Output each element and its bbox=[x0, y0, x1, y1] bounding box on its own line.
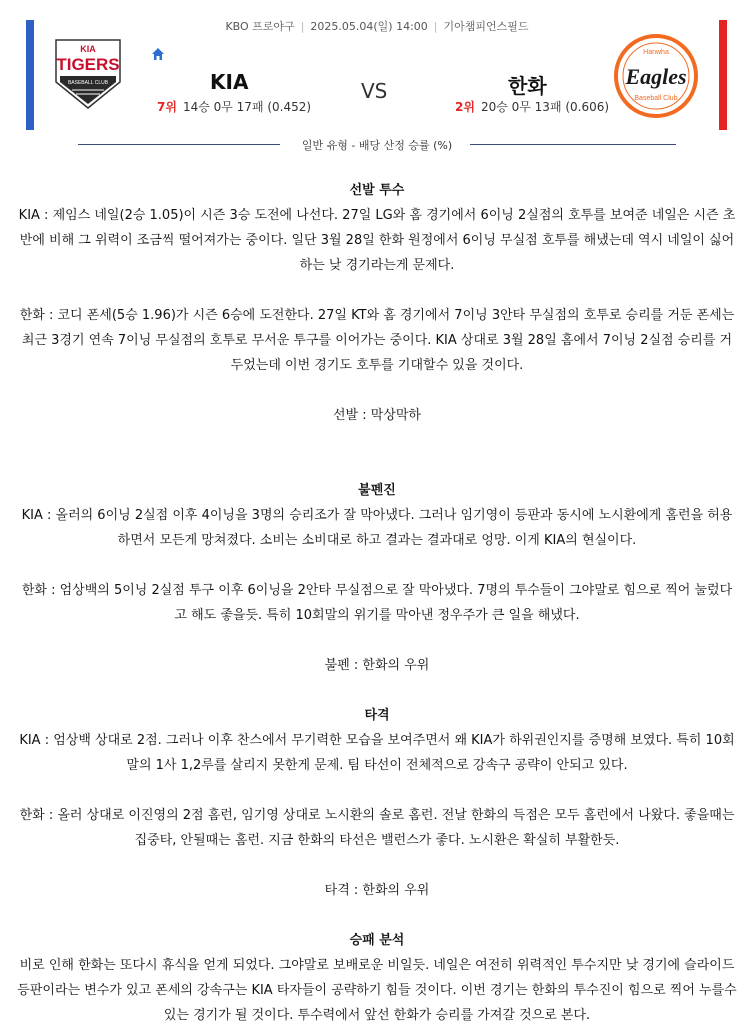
vs-label: VS bbox=[361, 79, 388, 103]
match-header bbox=[0, 0, 754, 136]
home-record-text: 14승 0무 17패 (0.452) bbox=[182, 100, 312, 114]
home-team-name: KIA bbox=[210, 70, 249, 94]
batting-kia-paragraph: KIA : 엄상백 상대로 2점. 그러나 이후 찬스에서 무기력한 모습을 보여주면서 왜 KIA가 하위권인지를 증명해 보였다. 특히 10회말의 1사 1,2루를 살리지 못한게 문제. 팀 타선이 전체적으로 강속구 공략이 안되고 있다. bbox=[19, 733, 735, 773]
bullpen-summary: 불펜 : 한화의 우위 bbox=[324, 658, 430, 673]
starter-kia-paragraph: KIA : 제임스 네일(2승 1.05)이 시즌 3승 도전에 나선다. 27일 LG와 홈 경기에서 6이닝 2실점의 호투를 보여준 네일은 시즌 초반에 비해 그 위력이 조금씩 떨어져가는 중이다. 일단 3월 28일 한화 원정에서 6이닝 무실점 호투를 해냈는데 역시 네일이 싫어하는 낮 경기라는게 문제다. bbox=[18, 208, 736, 273]
away-record bbox=[455, 98, 609, 115]
eagles-logo-icon bbox=[610, 32, 702, 120]
article-body bbox=[16, 178, 738, 1028]
away-record-text: 20승 0무 13패 (0.606) bbox=[480, 100, 610, 114]
batting-hanwha-paragraph: 한화 : 올러 상대로 이진영의 2점 홈런, 임기영 상대로 노시환의 솔로 홈런. 전날 한화의 득점은 모두 홈런에서 나왔다. 좋을때는 집중타, 안될때는 홈런. 지금 한화의 타선은 밸런스가 좋다. 노시환은 확실히 부활한듯. bbox=[19, 808, 735, 848]
eagles-logo-text: Eagles bbox=[625, 64, 687, 89]
home-rank: 7위 bbox=[157, 100, 177, 114]
section-divider bbox=[78, 137, 676, 151]
tigers-logo-icon bbox=[50, 38, 126, 110]
batting-heading: 타격 bbox=[364, 708, 390, 723]
bullpen-heading: 불펜진 bbox=[358, 483, 396, 498]
bullpen-kia-paragraph: KIA : 올러의 6이닝 2실점 이후 4이닝을 3명의 승리조가 잘 막아냈다. 그러나 임기영이 등판과 동시에 노시환에게 홈런을 허용하면서 모든게 망쳐졌다. 소비는 소비대로 하고 결과는 결과대로 엉망. 이게 KIA의 현실이다. bbox=[21, 508, 733, 548]
match-meta: KBO 프로야구 | 2025.05.04(일) 14:00 | 기아챔피언스필드 bbox=[225, 20, 529, 33]
home-record bbox=[157, 98, 311, 115]
away-team-name: 한화 bbox=[508, 74, 547, 98]
eagles-logo-top: Hanwha bbox=[643, 49, 669, 56]
starter-hanwha-paragraph: 한화 : 코디 폰세(5승 1.96)가 시즌 6승에 도전한다. 27일 KT와 홈 경기에서 7이닝 3안타 무실점의 호투로 승리를 거둔 폰세는 최근 3경기 연속 7이닝 무실점의 호투로 무서운 투구를 이어가는 중이다. KIA 상대로 3월 28일 홈에서 7이닝 2실점 승리를 거두었는데 이번 경기도 호투를 기대할수 있을 것이다. bbox=[19, 308, 735, 373]
home-color-bar bbox=[26, 20, 34, 130]
starter-heading: 선발 투수 bbox=[349, 183, 405, 198]
home-icon bbox=[151, 46, 165, 60]
tigers-logo-text: TIGERS bbox=[56, 55, 120, 74]
batting-summary: 타격 : 한화의 우위 bbox=[324, 883, 430, 898]
analysis-heading: 승패 분석 bbox=[349, 933, 405, 948]
analysis-paragraph: 비로 인해 한화는 또다시 휴식을 얻게 되었다. 그야말로 보배로운 비일듯. 네일은 여전히 위력적인 투수지만 낮 경기에 슬라이드 등판이라는 변수가 있고 폰세의 강속구는 KIA 타자들이 공략하기 힘들 것이다. 이번 경기는 한화의 투수진이 힘으로 찍어 누를수 있는 경기가 될 것이다. 투수력에서 앞선 한화가 승리를 가져갈 것으로 본다. bbox=[17, 958, 737, 1023]
bullpen-hanwha-paragraph: 한화 : 엄상백의 5이닝 2실점 투구 이후 6이닝을 2안타 무실점으로 잘 막아냈다. 7명의 투수들이 그야말로 힘으로 찍어 눌렀다고 해도 좋을듯. 특히 10회말의 위기를 막아낸 정우주가 큰 일을 해냈다. bbox=[21, 583, 733, 623]
eagles-logo-sub: Baseball Club bbox=[634, 95, 678, 102]
section-title: 일반 유형 - 배당 산정 승률 (%) bbox=[301, 139, 453, 152]
stadium-label: 기아챔피언스필드 bbox=[443, 20, 529, 33]
match-datetime: 2025.05.04(일) 14:00 bbox=[310, 20, 428, 33]
away-color-bar bbox=[719, 20, 727, 130]
away-rank: 2위 bbox=[455, 100, 475, 114]
tigers-logo-sub: BASEBALL CLUB bbox=[67, 80, 109, 86]
league-label: KBO 프로야구 bbox=[225, 20, 295, 33]
tigers-logo-top: KIA bbox=[80, 44, 96, 54]
starter-summary: 선발 : 막상막하 bbox=[333, 408, 421, 423]
